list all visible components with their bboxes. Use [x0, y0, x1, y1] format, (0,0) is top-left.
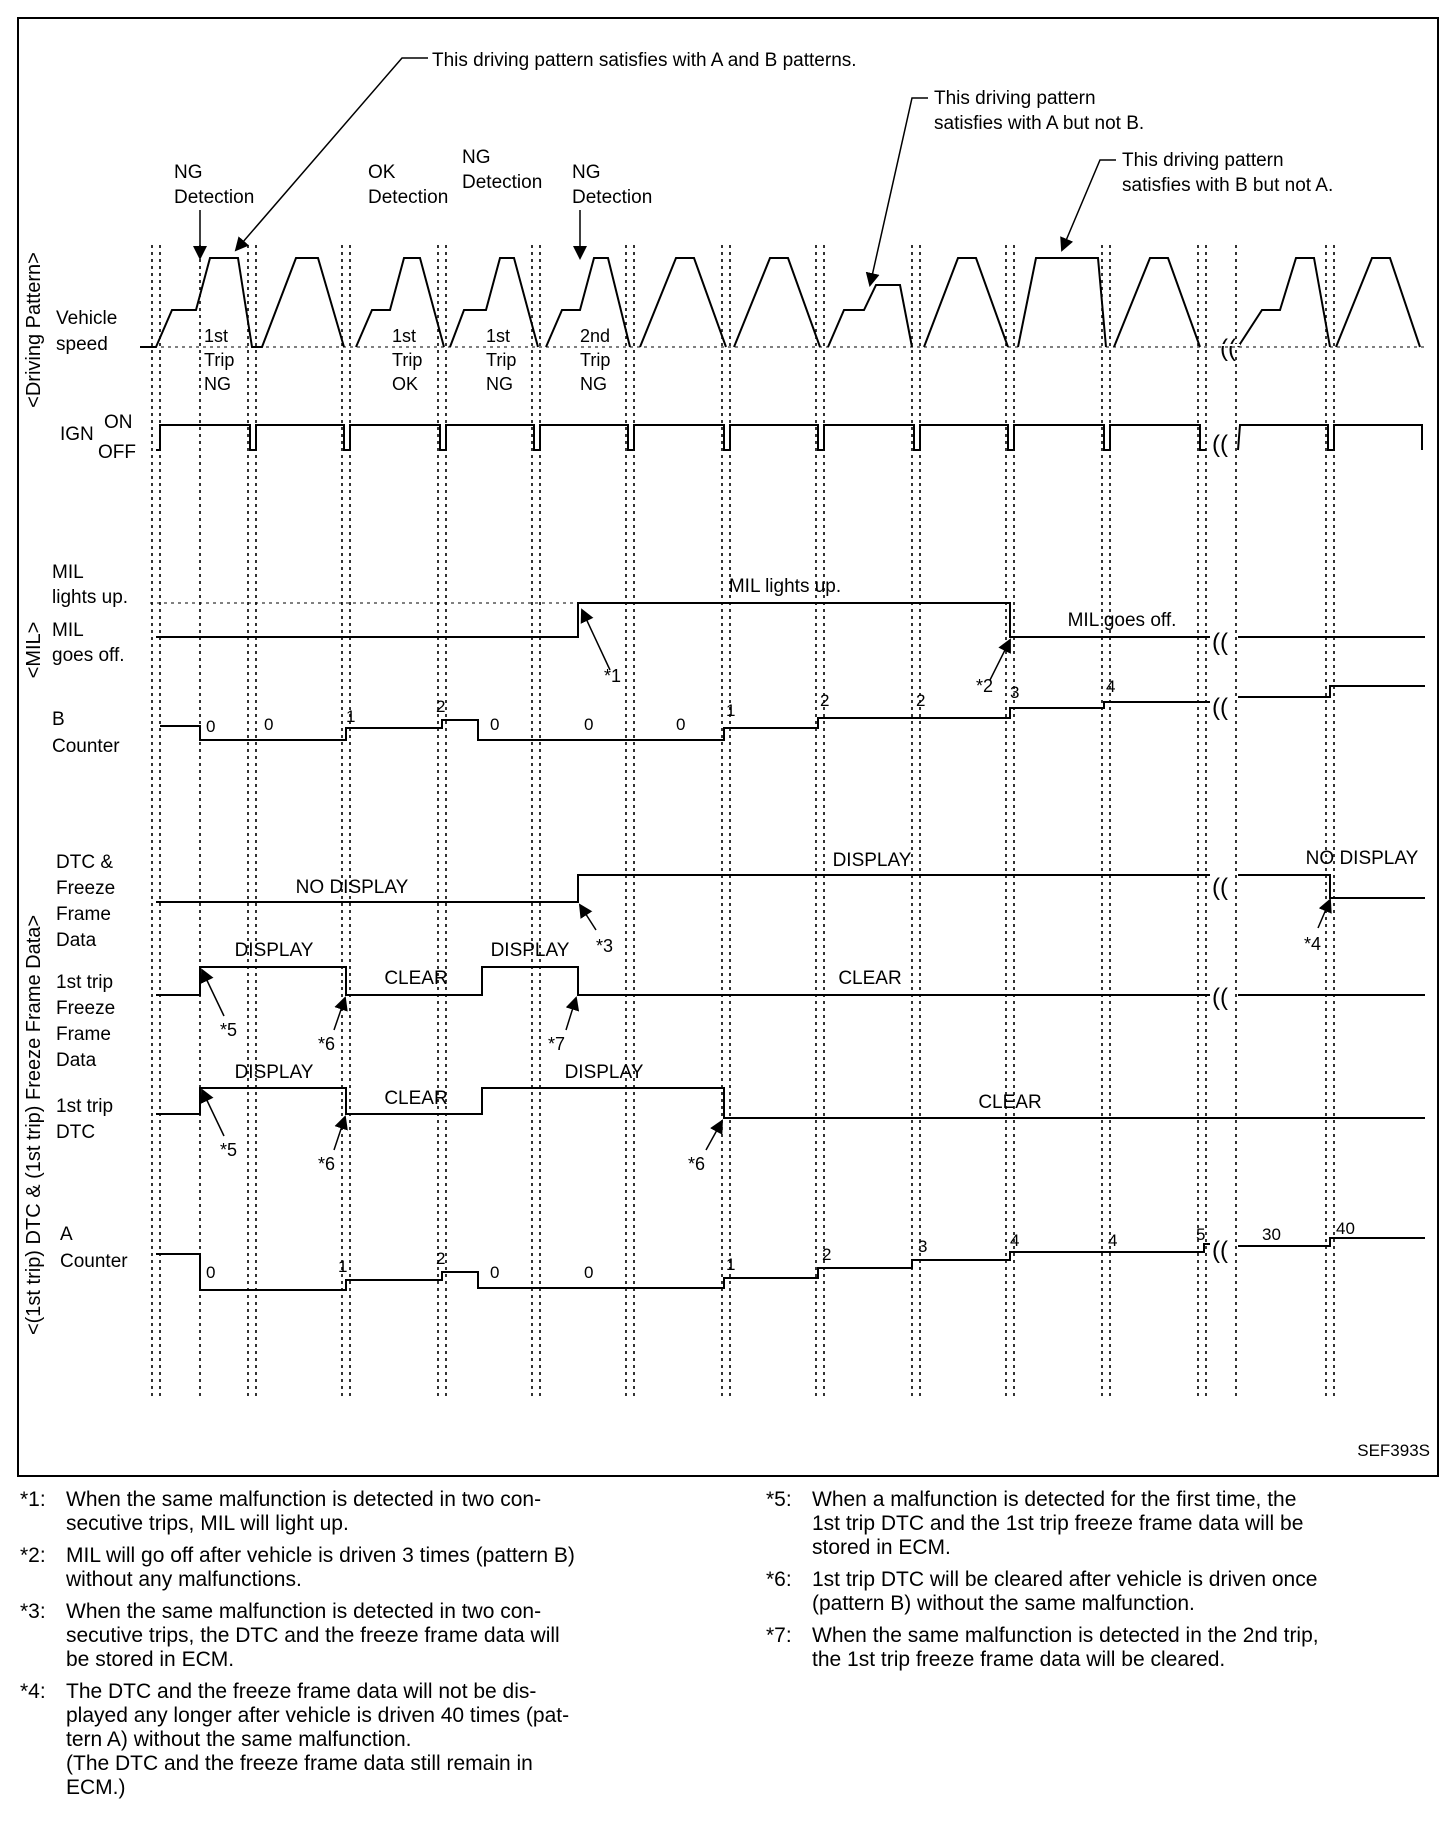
mil-goes-label-1: MIL — [52, 620, 84, 641]
ff1-trace — [156, 967, 1425, 995]
a-counter-value: 40 — [1336, 1219, 1355, 1238]
dtc-ffd-label-2: Freeze — [56, 878, 116, 899]
break-mark-mil: (( — [1212, 629, 1228, 656]
a-counter-label-2: Counter — [60, 1251, 128, 1272]
callout-5b-arrow — [202, 1090, 224, 1136]
dtc1-display-text-1: DISPLAY — [234, 1062, 314, 1083]
annotation-b-not-a-line1: This driving pattern — [1122, 150, 1284, 171]
mil-lights-label-1: MIL — [52, 562, 84, 583]
detection-4-line1: NG — [572, 162, 601, 183]
a-counter-value: 2 — [822, 1245, 832, 1264]
vehicle-label: Vehicle — [56, 308, 118, 329]
trip-1-line3: NG — [204, 374, 231, 394]
callout-6a: *6 — [318, 1034, 336, 1054]
footnote-key: *4: — [20, 1680, 46, 1703]
trip-3-line2: Trip — [486, 350, 517, 370]
trip-3-line3: NG — [486, 374, 513, 394]
a-counter-value: 0 — [490, 1263, 500, 1282]
trip-2-line1: 1st — [392, 326, 417, 346]
callout-6b: *6 — [318, 1154, 336, 1174]
footnote-1 — [20, 1488, 720, 1536]
dtc1-trace — [156, 1088, 1425, 1118]
dtc-ffd-no-display-text: NO DISPLAY — [295, 877, 409, 898]
b-counter-value: 2 — [820, 691, 830, 710]
a-counter-value: 5 — [1196, 1225, 1206, 1244]
a-counter-value: 0 — [206, 1263, 216, 1282]
trip-2-line3: OK — [392, 374, 419, 394]
footnote-text: The DTC and the freeze frame data will not be dis- played any longer after vehicle is driven 40 times (pat- tern A) without the same malfunction. (The DTC and the freeze frame data still remain in ECM.) — [66, 1680, 570, 1799]
annotation-ab-leader — [236, 58, 428, 250]
callout-3-arrow — [580, 905, 596, 930]
mil-lights-label-2: lights up. — [52, 587, 129, 608]
callout-1-arrow — [582, 610, 610, 670]
ign-on-label: ON — [104, 412, 133, 433]
ff1-clear-text-2: CLEAR — [838, 968, 902, 989]
ff1-label-3: Frame — [56, 1024, 111, 1045]
dtc-ffd-label-3: Frame — [56, 904, 111, 925]
break-mark-speed: (( — [1220, 335, 1236, 362]
mil-goes-off-text: MIL goes off. — [1067, 610, 1177, 631]
annotation-b-not-a-leader — [1062, 160, 1116, 250]
callout-3: *3 — [596, 936, 614, 956]
footnote-2 — [20, 1544, 720, 1592]
footnote-text: 1st trip DTC will be cleared after vehicle is driven once (pattern B) without the same malfunction. — [812, 1568, 1318, 1615]
b-counter-value: 3 — [1010, 683, 1020, 702]
callout-6b-arrow — [334, 1117, 345, 1150]
section-dtc: <(1st trip) DTC & (1st trip) Freeze Frame Data> — [23, 914, 45, 1336]
callout-5b: *5 — [220, 1140, 238, 1160]
b-counter-value: 1 — [726, 701, 736, 720]
footnote-text: When a malfunction is detected for the first time, the 1st trip DTC and the 1st trip freeze frame data will be stored in ECM. — [812, 1488, 1304, 1559]
a-counter-label-1: A — [60, 1224, 73, 1245]
ff1-clear-text-1: CLEAR — [384, 968, 448, 989]
trip-2-line2: Trip — [392, 350, 423, 370]
b-counter-value: 0 — [264, 715, 274, 734]
a-counter-value: 4 — [1010, 1231, 1020, 1250]
footnote-5 — [766, 1488, 1446, 1560]
dtc-ffd-label-4: Data — [56, 930, 97, 951]
ign-trace — [156, 425, 1422, 450]
footnote-key: *6: — [766, 1568, 792, 1591]
section-mil: <MIL> — [23, 621, 45, 679]
detection-3-line1: NG — [462, 147, 491, 168]
dtc-ffd-label-1: DTC & — [56, 852, 113, 873]
footnote-6 — [766, 1568, 1446, 1616]
callout-2-arrow — [990, 640, 1010, 680]
callout-5a: *5 — [220, 1020, 238, 1040]
a-counter-value: 3 — [918, 1237, 928, 1256]
ign-label: IGN — [60, 424, 94, 445]
mil-goes-label-2: goes off. — [52, 645, 125, 666]
detection-2-line2: Detection — [368, 187, 449, 208]
footnotes-right-column — [766, 1488, 1446, 1680]
detection-2-line1: OK — [368, 162, 396, 183]
annotation-ab-pattern: This driving pattern satisfies with A and B patterns. — [432, 50, 857, 71]
callout-4: *4 — [1304, 934, 1322, 954]
annotation-a-not-b-line2: satisfies with A but not B. — [934, 113, 1145, 134]
trip-3-line1: 1st — [486, 326, 511, 346]
callout-6c: *6 — [688, 1154, 706, 1174]
dtc1-clear-text-2: CLEAR — [978, 1092, 1042, 1113]
trip-4-line3: NG — [580, 374, 607, 394]
a-counter-value: 4 — [1108, 1231, 1118, 1250]
b-counter-label-2: Counter — [52, 736, 120, 757]
b-counter-value: 1 — [346, 707, 356, 726]
dtc1-label-2: DTC — [56, 1122, 96, 1143]
callout-5a-arrow — [202, 970, 224, 1016]
dtc-ffd-no-display-end-text: NO DISPLAY — [1305, 848, 1419, 869]
callout-4-arrow — [1318, 900, 1330, 928]
vehicle-speed-trace — [140, 258, 1420, 347]
callout-7: *7 — [548, 1034, 566, 1054]
footnote-key: *3: — [20, 1600, 46, 1623]
ff1-label-1: 1st trip — [56, 972, 114, 993]
callout-6a-arrow — [334, 998, 345, 1030]
a-counter-value: 1 — [726, 1255, 736, 1274]
b-counter-value: 0 — [584, 715, 594, 734]
a-counter-value: 1 — [338, 1257, 348, 1276]
ff1-display-text-1: DISPLAY — [234, 940, 314, 961]
detection-4-line2: Detection — [572, 187, 653, 208]
b-counter-value: 2 — [916, 691, 926, 710]
dtc1-label-1: 1st trip — [56, 1096, 114, 1117]
mil-lights-up-text: MIL lights up. — [728, 576, 842, 597]
footnote-key: *2: — [20, 1544, 46, 1567]
footnote-key: *1: — [20, 1488, 46, 1511]
detection-1-line2: Detection — [174, 187, 255, 208]
section-driving-pattern: <Driving Pattern> — [23, 252, 45, 408]
dtc1-display-text-2: DISPLAY — [564, 1062, 644, 1083]
annotation-b-not-a-line2: satisfies with B but not A. — [1122, 175, 1334, 196]
figure-code: SEF393S — [1357, 1441, 1430, 1460]
ff1-display-text-2: DISPLAY — [490, 940, 570, 961]
b-counter-value: 0 — [490, 715, 500, 734]
break-mark-b: (( — [1212, 694, 1228, 721]
footnote-7 — [766, 1624, 1446, 1672]
footnote-key: *7: — [766, 1624, 792, 1647]
footnote-text: When the same malfunction is detected in two con- secutive trips, the DTC and the freeze frame data will be stored in ECM. — [66, 1600, 560, 1671]
break-mark-ff1: (( — [1212, 984, 1228, 1011]
dtc1-clear-text-1: CLEAR — [384, 1088, 448, 1109]
ff1-label-2: Freeze — [56, 998, 116, 1019]
trip-4-line1: 2nd — [580, 326, 611, 346]
b-counter-value: 0 — [676, 715, 686, 734]
callout-2: *2 — [976, 676, 994, 696]
callout-7-arrow — [566, 998, 576, 1030]
b-counter-value: 4 — [1106, 677, 1116, 696]
b-counter-value: 0 — [206, 717, 216, 736]
break-mark-a: (( — [1212, 1237, 1228, 1264]
footnotes-left-column — [20, 1488, 720, 1808]
footnote-text: When the same malfunction is detected in the 2nd trip, the 1st trip freeze frame data will be cleared. — [812, 1624, 1319, 1671]
a-counter-value: 0 — [584, 1263, 594, 1282]
footnote-key: *5: — [766, 1488, 792, 1511]
footnote-3 — [20, 1600, 720, 1672]
footnotes — [0, 1488, 1456, 1828]
footnote-text: MIL will go off after vehicle is driven 3 times (pattern B) without any malfunctions. — [66, 1544, 575, 1591]
callout-6c-arrow — [706, 1121, 722, 1150]
mil-trace — [156, 603, 1425, 637]
detection-1-line1: NG — [174, 162, 203, 183]
callout-1: *1 — [604, 666, 622, 686]
trip-4-line2: Trip — [580, 350, 611, 370]
footnote-text: When the same malfunction is detected in two con- secutive trips, MIL will light up. — [66, 1488, 542, 1535]
a-counter-value: 30 — [1262, 1225, 1281, 1244]
a-counter-value: 2 — [436, 1249, 446, 1268]
trip-1-line1: 1st — [204, 326, 229, 346]
b-counter-value: 2 — [436, 697, 446, 716]
ff1-label-4: Data — [56, 1050, 97, 1071]
detection-3-line2: Detection — [462, 172, 543, 193]
footnote-4 — [20, 1680, 720, 1800]
break-mark-ign: (( — [1212, 431, 1228, 458]
break-mark-dtc: (( — [1212, 874, 1228, 901]
annotation-a-not-b-line1: This driving pattern — [934, 88, 1096, 109]
annotation-a-not-b-leader — [870, 98, 928, 285]
trip-1-line2: Trip — [204, 350, 235, 370]
speed-label: speed — [56, 334, 108, 355]
trip-separators — [152, 245, 1334, 1400]
dtc-ffd-display-text: DISPLAY — [832, 850, 912, 871]
b-counter-label-1: B — [52, 709, 65, 730]
ign-off-label: OFF — [98, 442, 136, 463]
